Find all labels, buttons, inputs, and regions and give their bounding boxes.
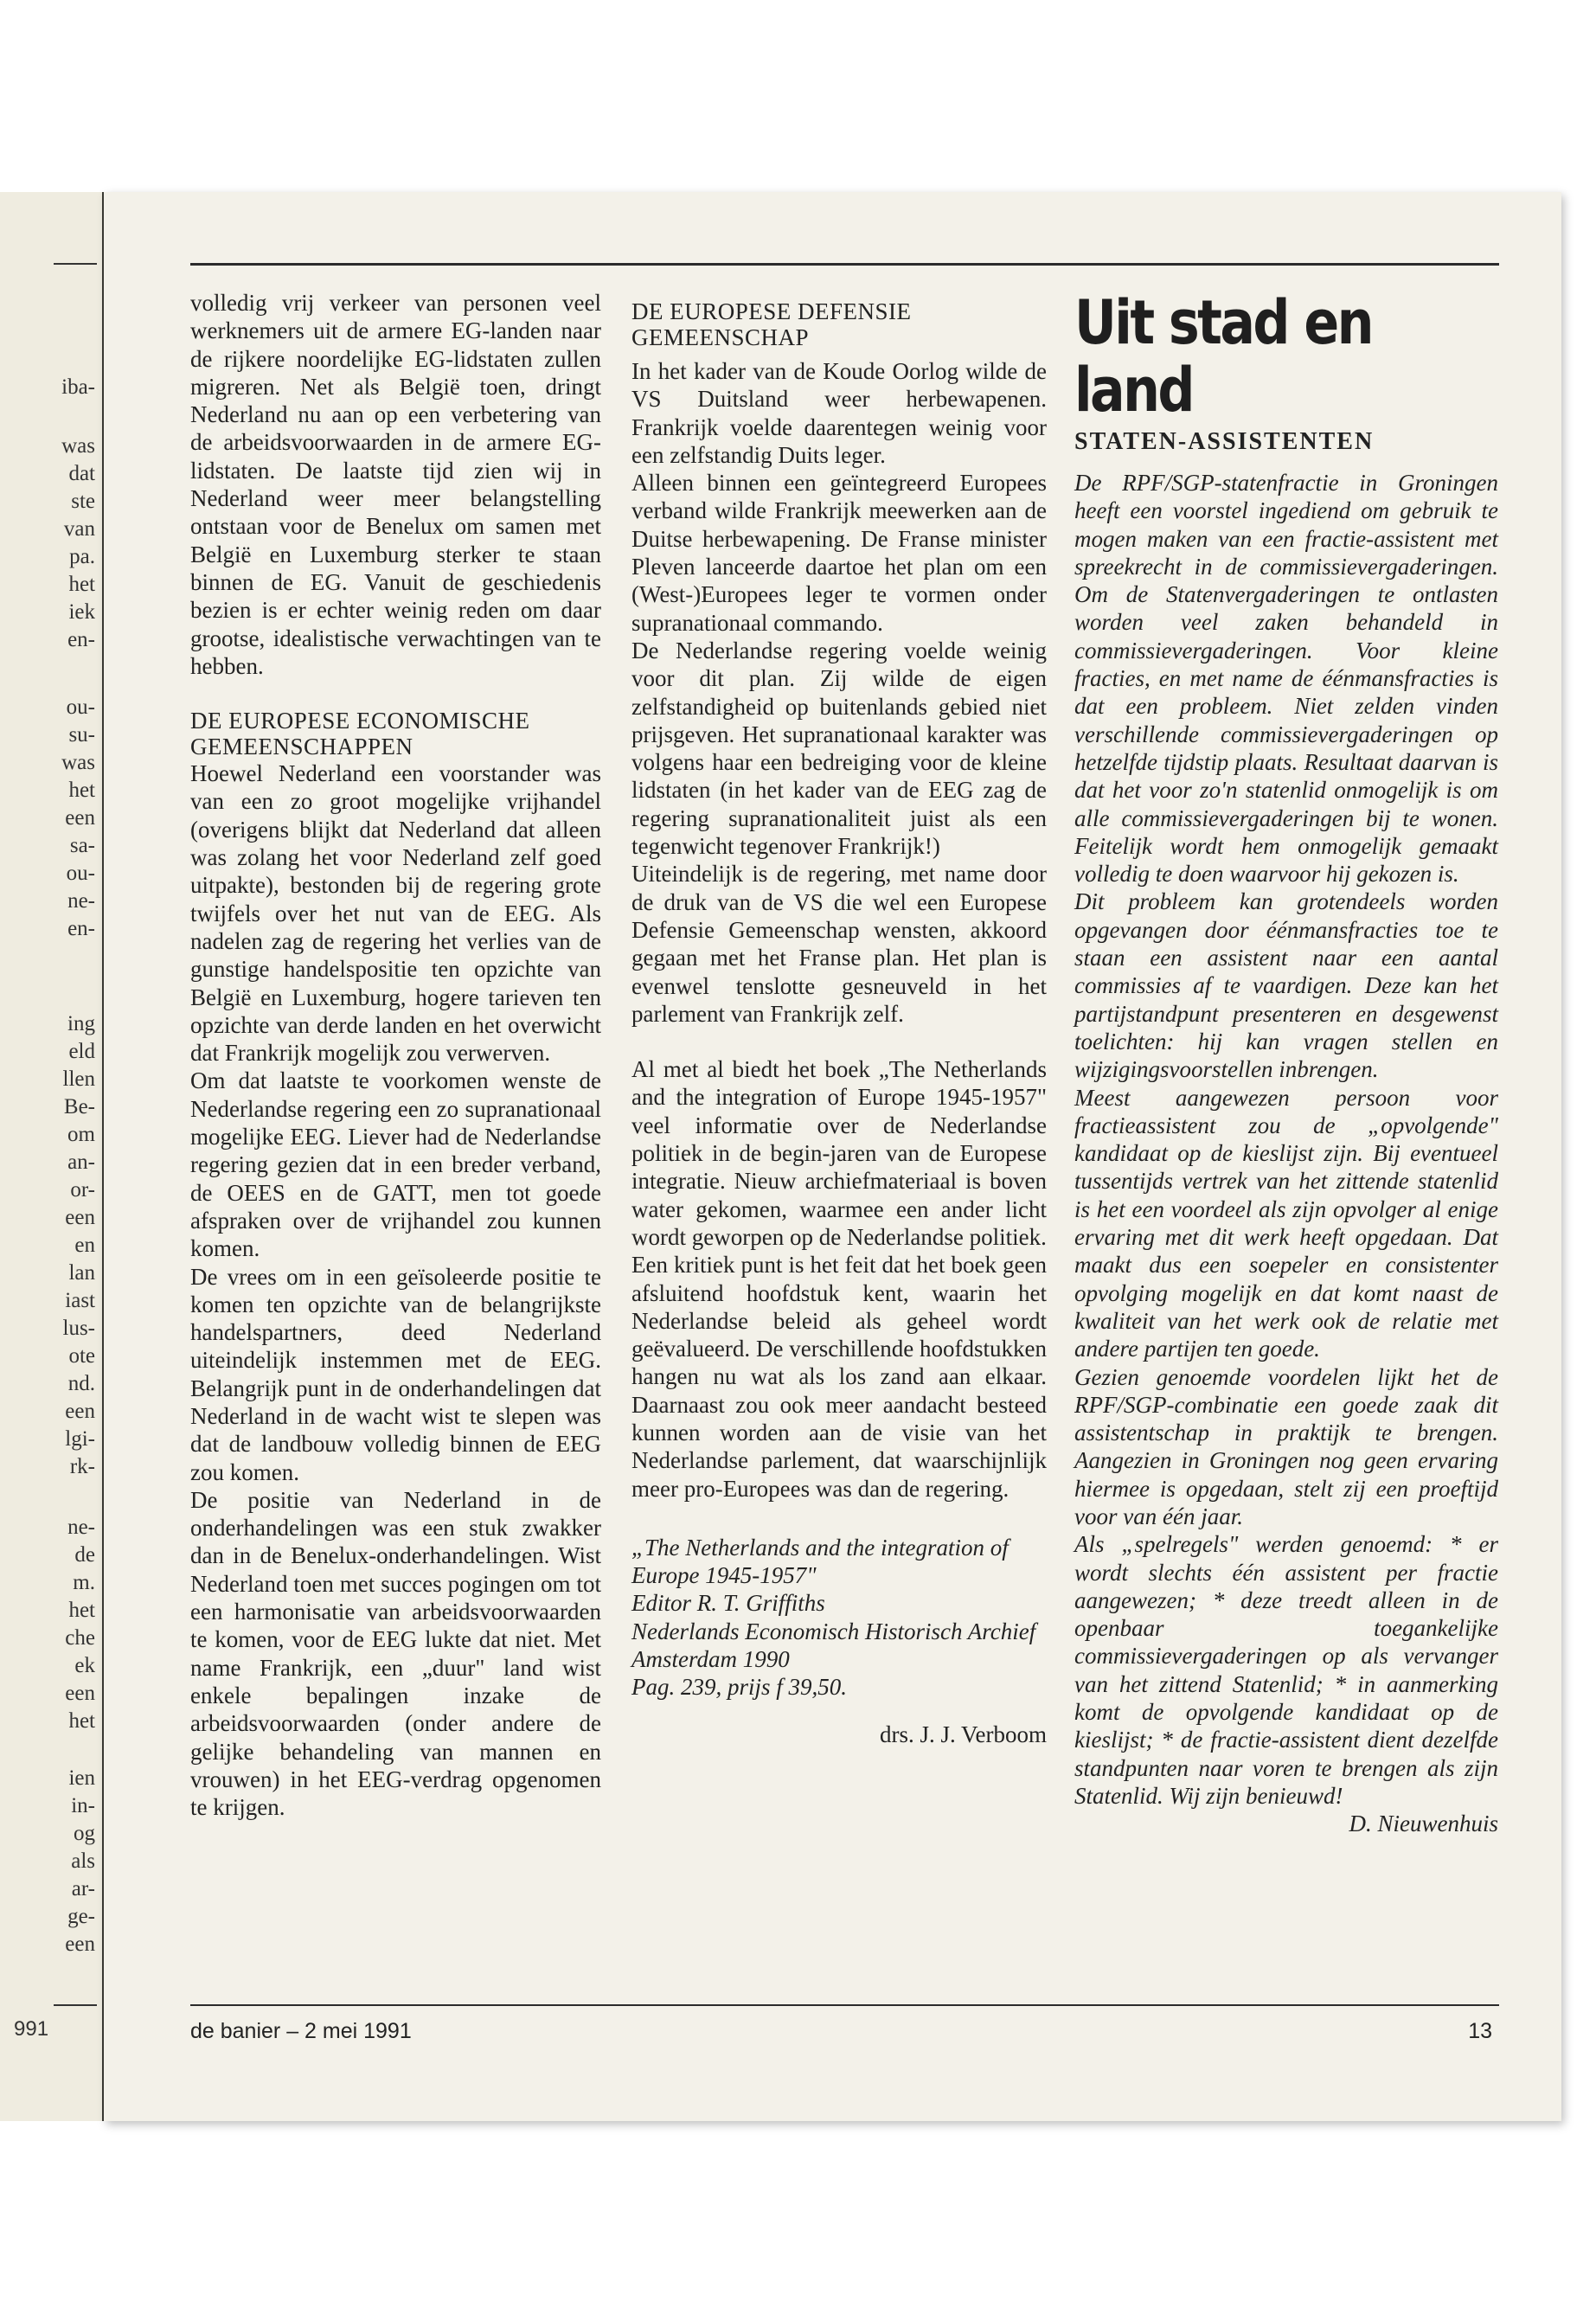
paragraph: De Nederlandse regering voelde weinig voor dit plan. Zij wilde de eigen zelfstandigheid op buitenlands gebied niet prijsgeven. Het supranationaal karakter was volgens haar een bedreiging voor de kleine lidstaten (in het kader van de EEG zag de regering supranationaliteit juist als een tegenwicht tegenover Frankrijk!) <box>631 637 1047 860</box>
paragraph: Om dat laatste te voorkomen wenste de Nederlandse regering een zo supranationaal mogelijke EEG. Liever had de Nederlandse regering gezien dat in een breder verband, de OEES en de GATT, men tot goede afspraken over de vrijhandel zou kunnen komen. <box>190 1067 601 1262</box>
prev-page-text-fragment: ge- <box>67 1905 95 1928</box>
paragraph: Al met al biedt het boek „The Netherlands and the integration of Europe 1945-1957" veel informatie over de Nederlandse politiek in de begin-jaren van de Europese integratie. Nieuw archiefmateriaal is boven water gekomen, waarmee een ander licht wordt geworpen op de Nederlandse politiek. <box>631 1056 1047 1250</box>
prev-page-text-fragment: lus- <box>62 1317 95 1340</box>
prev-page-text-fragment: een <box>65 806 95 830</box>
prev-page-text-fragment: en- <box>67 628 95 651</box>
author-byline: D. Nieuwenhuis <box>1349 1811 1498 1837</box>
prev-page-number: 991 <box>14 2017 49 2041</box>
paragraph: De RPF/SGP-statenfractie in Groningen heeft een voorstel ingediend om gebruik te mogen maken van een fractie-assistent met spreekrecht in de commissievergaderingen. Om de Statenvergaderingen te ontlasten worden veel zaken behandeld in commissievergaderingen. Voor kleine fracties, en met name de éénmansfracties is dat een probleem. Niet zelden vinden verschillende commissievergaderingen op hetzelfde tijdstip plaats. Resultaat daarvan is dat het voor zo'n statenlid onmogelijk is om alle commissievergaderingen bij te wonen. Feitelijk wordt hem onmogelijk gemaakt volledig te doen waarvoor hij gekozen is. <box>1074 470 1498 888</box>
prev-page-text-fragment: het <box>68 1709 95 1733</box>
prev-page-text-fragment: was <box>61 434 95 458</box>
prev-page-text-fragment: eld <box>68 1040 95 1063</box>
prev-page-text-fragment: het <box>68 1599 95 1622</box>
page-number: 13 <box>1468 2019 1492 2043</box>
prev-page-text-fragment: een <box>65 1682 95 1705</box>
prev-page-text-fragment: een <box>65 1206 95 1229</box>
book-price: Pag. 239, prijs f 39,50. <box>631 1674 848 1701</box>
paragraph: In het kader van de Koude Oorlog wilde de VS Duitsland weer herbewapenen. Frankrijk voelde daarentegen weinig voor een zelfstandig Duits leger. <box>631 358 1047 468</box>
top-rule <box>190 263 1499 266</box>
prev-page-text-fragment: en- <box>67 917 95 940</box>
prev-page-text-fragment: rk- <box>69 1455 95 1478</box>
prev-page-text-fragment: ek <box>74 1654 95 1677</box>
magazine-page <box>104 192 1561 2121</box>
book-editor: Editor R. T. Griffiths <box>631 1590 825 1617</box>
section-heading: DE EUROPESE ECONOMISCHE GEMEENSCHAPPEN <box>190 708 530 760</box>
prev-page-text-fragment: lgi- <box>65 1427 95 1451</box>
paragraph: Hoewel Nederland een voorstander was van een zo groot mogelijke vrijhandel (overigens blijkt dat Nederland dat alleen was zolang het voor Nederland zelf goed uitpakte), bestonden bij de regering grote twijfels over het nut van de EEG. Als nadelen zag de regering het verlies van de gunstige handelspositie ten opzichte van België en Luxemburg, hogere tarieven ten opzichte van derde landen en het overwicht dat Frankrijk mogelijk zou verwerven. <box>190 760 601 1067</box>
section-heading: STATEN-ASSISTENTEN <box>1074 428 1375 455</box>
prev-page-text-fragment: een <box>65 1400 95 1423</box>
previous-page-edge <box>0 192 106 2121</box>
prev-page-text-fragment: ing <box>67 1012 95 1035</box>
prev-page-text-fragment: ote <box>68 1344 95 1368</box>
column-title: Uit stad en land <box>1074 287 1372 426</box>
prev-page-text-fragment: iek <box>68 600 95 624</box>
prev-page-text-fragment: an- <box>67 1150 95 1174</box>
prev-page-text-fragment: m. <box>73 1571 95 1594</box>
prev-page-text-fragment: van <box>63 517 95 541</box>
prev-page-rule <box>54 263 97 265</box>
prev-page-text-fragment: su- <box>68 723 95 747</box>
prev-page-text-fragment: sa- <box>69 834 95 857</box>
paragraph: De positie van Nederland in de onderhandelingen was een stuk zwakker dan in de Benelux-onderhandelingen. Wist Nederland toen met succes pogingen om tot een harmonisatie van arbeidsvoorwaarden te komen, voor de EEG lukte dat niet. Met name Frankrijk, een „duur" land wist enkele bepalingen inzake de arbeidsvoorwaarden (onder andere de gelijke behandeling van mannen en vrouwen) in het EEG-verdrag opgenomen te krijgen. <box>190 1486 601 1821</box>
prev-page-text-fragment: dat <box>68 462 95 485</box>
prev-page-text-fragment: nd. <box>67 1372 95 1395</box>
prev-page-text-fragment: or- <box>70 1178 95 1202</box>
column-3 <box>1074 289 1498 1838</box>
prev-page-text-fragment: en <box>74 1234 95 1257</box>
bottom-rule <box>190 2004 1499 2006</box>
prev-page-text-fragment: ou- <box>66 695 95 719</box>
prev-page-text-fragment: pa. <box>69 545 95 568</box>
prev-page-rule <box>54 2004 97 2006</box>
paragraph: Dit probleem kan grotendeels worden opgevangen door éénmansfracties toe te staan een assistent naar een aantal commissies af te vaardigen. Deze kan het partijstandpunt presenteren en desgewenst toelichten: hij kan vragen stellen en wijzigingsvoorstellen inbrengen. <box>1074 888 1498 1083</box>
paragraph: Uiteindelijk is de regering, met name door de druk van de VS die wel een Europese Defensie Gemeenschap wensten, akkoord gegaan met het Franse plan. Het plan is evenwel tenslotte gesneuveld in het parlement van Frankrijk zelf. <box>631 861 1047 1027</box>
section-heading: DE EUROPESE DEFENSIE GEMEENSCHAP <box>631 298 912 350</box>
footer-publication: de banier – 2 mei 1991 <box>190 2019 412 2043</box>
column-1 <box>190 289 601 1821</box>
column-2 <box>631 298 1047 1748</box>
prev-page-text-fragment: og <box>74 1822 95 1845</box>
paragraph: volledig vrij verkeer van personen veel werknemers uit de armere EG-landen naar de rijkere noordelijke EG-lidstaten zullen migreren. Net als België toen, dringt Nederland nu aan op een verbetering van de arbeidsvoorwaarden in de armere EG-lidstaten. De laatste tijd zien wij in Nederland weer meer belangstelling ontstaan voor de Benelux om samen met België en Luxemburg sterker te staan binnen de EG. Vanuit de geschiedenis bezien is er echter weinig reden om daar grootse, idealistische verwachtingen van te hebben. <box>190 290 601 679</box>
prev-page-text-fragment: iast <box>65 1289 95 1312</box>
prev-page-text-fragment: ien <box>68 1766 95 1790</box>
paragraph: Gezien genoemde voordelen lijkt het de RPF/SGP-combinatie een goede zaak dit assistentschap in praktijk te brengen. Aangezien in Groningen nog geen ervaring hiermee is opgedaan, stelt zij een proeftijd voor van één jaar. <box>1074 1363 1498 1529</box>
prev-page-text-fragment: was <box>61 751 95 774</box>
book-review-info <box>631 1534 1047 1702</box>
prev-page-text-fragment: de <box>74 1543 95 1567</box>
prev-page-text-fragment: om <box>67 1123 95 1146</box>
prev-page-text-fragment: che <box>65 1626 95 1650</box>
paragraph: Een kritiek punt is het feit dat het boek geen afsluitend hoofdstuk kent, waarin het Nederlandse beleid als geheel wordt geëvalueerd. De verschillende hoofdstukken hangen nu wat als los zand aan elkaar. Daarnaast zou ook meer aandacht besteed kunnen worden aan de visie van het Nederlandse parlement, dat waarschijnlijk meer pro-Europees was dan de regering. <box>631 1252 1047 1502</box>
prev-page-text-fragment: ne- <box>67 1516 95 1539</box>
book-title: „The Netherlands and the integration of Europe 1945-1957" <box>631 1534 1009 1589</box>
book-publisher: Nederlands Economisch Historisch Archief <box>631 1618 1036 1644</box>
prev-page-text-fragment: llen <box>62 1067 95 1091</box>
author-byline: drs. J. J. Verboom <box>879 1721 1047 1747</box>
prev-page-text-fragment: Be- <box>63 1095 95 1118</box>
prev-page-text-fragment: ne- <box>67 889 95 913</box>
prev-page-text-fragment: het <box>68 573 95 596</box>
paragraph: Als „spelregels" werden genoemd: * er wordt slechts één assistent per fractie aangewezen; * deze treedt alleen in de openbaar toegankelijke commissievergaderingen op als vervanger van het zittend Statenlid; * in aanmerking komt de opvolgende kandidaat op de kieslijst; * de fractie-assistent dient dezelfde standpunten naar voren te brengen als zijn Statenlid. Wij zijn benieuwd! <box>1074 1531 1498 1809</box>
prev-page-text-fragment: lan <box>68 1261 95 1285</box>
prev-page-text-fragment: ar- <box>71 1877 95 1900</box>
prev-page-text-fragment: het <box>68 779 95 802</box>
prev-page-text-fragment: ste <box>71 490 95 513</box>
paragraph: Alleen binnen een geïntegreerd Europees verband wilde Frankrijk meewerken aan de Duitse herbewapening. De Franse minister Pleven lanceerde daartoe het plan om een (West-)Europees leger te vormen onder supranationaal commando. <box>631 470 1047 636</box>
prev-page-text-fragment: ou- <box>66 862 95 885</box>
book-city: Amsterdam 1990 <box>631 1646 790 1673</box>
prev-page-text-fragment: iba- <box>61 375 95 399</box>
paragraph: De vrees om in een geïsoleerde positie te komen ten opzichte van de belangrijkste handelspartners, deed Nederland uiteindelijk instemmen met de EEG. Belangrijk punt in de onderhandelingen dat Nederland in de wacht wist te slepen was dat de landbouw volledig binnen de EEG zou komen. <box>190 1263 601 1485</box>
paragraph: Meest aangewezen persoon voor fractieassistent zou de „opvolgende" kandidaat op de kieslijst zijn. Bij eventueel tussentijds vertrek van het zittende statenlid is het een voordeel als zijn opvolger al enige ervaring met dit werk heeft opgedaan. Dat maakt dus een soepeler en consistenter opvolging mogelijk en dat komt naast de kwaliteit van het werk ook de relatie met andere partijen ten goede. <box>1074 1084 1498 1362</box>
prev-page-text-fragment: in- <box>71 1794 95 1817</box>
prev-page-text-fragment: een <box>65 1932 95 1956</box>
prev-page-text-fragment: als <box>71 1849 95 1873</box>
